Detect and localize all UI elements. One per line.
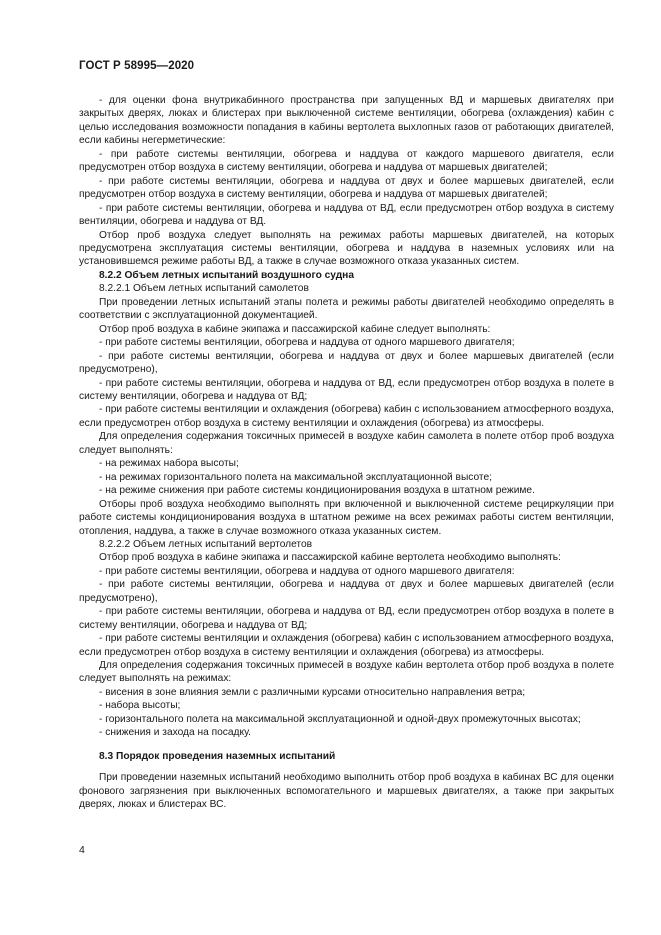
list-item: - снижения и захода на посадку. <box>99 727 251 739</box>
document-body <box>79 94 614 812</box>
list-item: - при работе системы вентиляции и охлаждения (обогрева) кабин с использованием атмосферного воздуха, если предусмотрен отбор воздуха в систему вентиляции и охлаждения (обогрева) из атмосферы. <box>79 404 614 429</box>
list-item: - на режимах горизонтального полета на максимальной эксплуатационной высоте; <box>99 471 492 483</box>
paragraph: Для определения содержания токсичных примесей в воздухе кабин вертолета отбор проб воздуха в полете следует выполнять на режимах: <box>79 660 614 685</box>
list-item: - при работе системы вентиляции, обогрева и наддува от ВД, если предусмотрен отбор воздуха в полете в систему вентиляции, обогрева и наддува от ВД; <box>79 606 614 631</box>
list-item: - при работе системы вентиляции, обогрева и наддува от одного маршевого двигателя: <box>99 565 515 577</box>
paragraph: Отбор проб воздуха в кабине экипажа и пассажирской кабине следует выполнять: <box>99 323 491 335</box>
document-header: ГОСТ Р 58995—2020 <box>79 60 195 72</box>
subsection-heading: 8.2.2.1 Объем летных испытаний самолетов <box>99 283 309 295</box>
paragraph: - при работе системы вентиляции, обогрева и наддува от двух и более маршевых двигателей, если предусмотрен отбор воздуха в систему вентиляции, обогрева и наддува от маршевых двигателей; <box>79 175 614 201</box>
list-item: - набора высоты; <box>99 700 181 712</box>
list-item: - при работе системы вентиляции, обогрева и наддува от одного маршевого двигателя; <box>99 337 515 349</box>
paragraph: - при работе системы вентиляции, обогрева и наддува от ВД, если предусмотрен отбор воздуха в систему вентиляции, обогрева и наддува от ВД. <box>79 202 614 228</box>
page-number: 4 <box>79 844 85 856</box>
paragraph: Для определения содержания токсичных примесей в воздухе кабин самолета в полете отбор проб воздуха следует выполнять: <box>79 431 614 456</box>
paragraph: При проведении наземных испытаний необходимо выполнить отбор проб воздуха в кабинах ВС для оценки фонового загрязнения при выключенных вспомогательного и маршевых двигателях, а также при закрытых дверях, люках и блистерах ВС. <box>79 772 614 811</box>
paragraph: - при работе системы вентиляции, обогрева и наддува от каждого маршевого двигателя, если предусмотрен отбор воздуха в систему вентиляции, обогрева и наддува от маршевых двигателей; <box>79 148 614 174</box>
paragraph: При проведении летных испытаний этапы полета и режимы работы двигателей необходимо определять в соответствии с эксплуатационной документацией. <box>79 296 614 322</box>
section-heading: 8.3 Порядок проведения наземных испытаний <box>99 750 336 762</box>
list-item: - при работе системы вентиляции и охлаждения (обогрева) кабин с использованием атмосферного воздуха, если предусмотрен отбор воздуха в систему вентиляции и охлаждения (обогрева) из атмосферы. <box>79 633 614 658</box>
paragraph: - для оценки фона внутрикабинного пространства при запущенных ВД и маршевых двигателях при закрытых дверях, люках и блистерах при выключенной системе вентиляции, обогрева (охлаждения) кабин с целью исследования возможности попадания в кабины вертолета выхлопных газов от работающих двигателей, если кабины негерметические: <box>79 95 614 147</box>
list-item: - при работе системы вентиляции, обогрева и наддува от двух и более маршевых двигателей (если предусмотрено), <box>79 350 614 376</box>
list-item: - при работе системы вентиляции, обогрева и наддува от ВД, если предусмотрен отбор воздуха в полете в систему вентиляции, обогрева и наддува от ВД; <box>79 377 614 402</box>
list-item: - при работе системы вентиляции, обогрева и наддува от двух и более маршевых двигателей (если предусмотрено), <box>79 579 614 604</box>
paragraph: Отборы проб воздуха необходимо выполнять при включенной и выключенной системе рециркуляции при работе системы кондиционирования воздуха в штатном режиме на всех режимах работы систем вентиляции, отопления, наддува, а также в случае возможного отказа указанных систем. <box>79 498 614 537</box>
paragraph: Отбор проб воздуха следует выполнять на режимах работы маршевых двигателей, на которых предусмотрена эксплуатация системы вентиляции, обогрева и наддува в наземных условиях или на установившемся режиме работы ВД, а также в случае возможного отказа указанных систем. <box>79 229 614 268</box>
list-item: - на режиме снижения при работе системы кондиционирования воздуха в штатном режиме. <box>99 485 535 497</box>
list-item: - горизонтального полета на максимальной эксплуатационной и одной-двух промежуточных высотах; <box>99 713 581 725</box>
list-item: - висения в зоне влияния земли с различными курсами относительно направления ветра; <box>99 686 526 698</box>
subsection-heading: 8.2.2.2 Объем летных испытаний вертолетов <box>99 538 313 550</box>
section-heading: 8.2.2 Объем летных испытаний воздушного судна <box>99 269 354 281</box>
list-item: - на режимах набора высоты; <box>99 458 239 470</box>
paragraph: Отбор проб воздуха в кабине экипажа и пассажирской кабине вертолета необходимо выполнять: <box>99 552 561 564</box>
